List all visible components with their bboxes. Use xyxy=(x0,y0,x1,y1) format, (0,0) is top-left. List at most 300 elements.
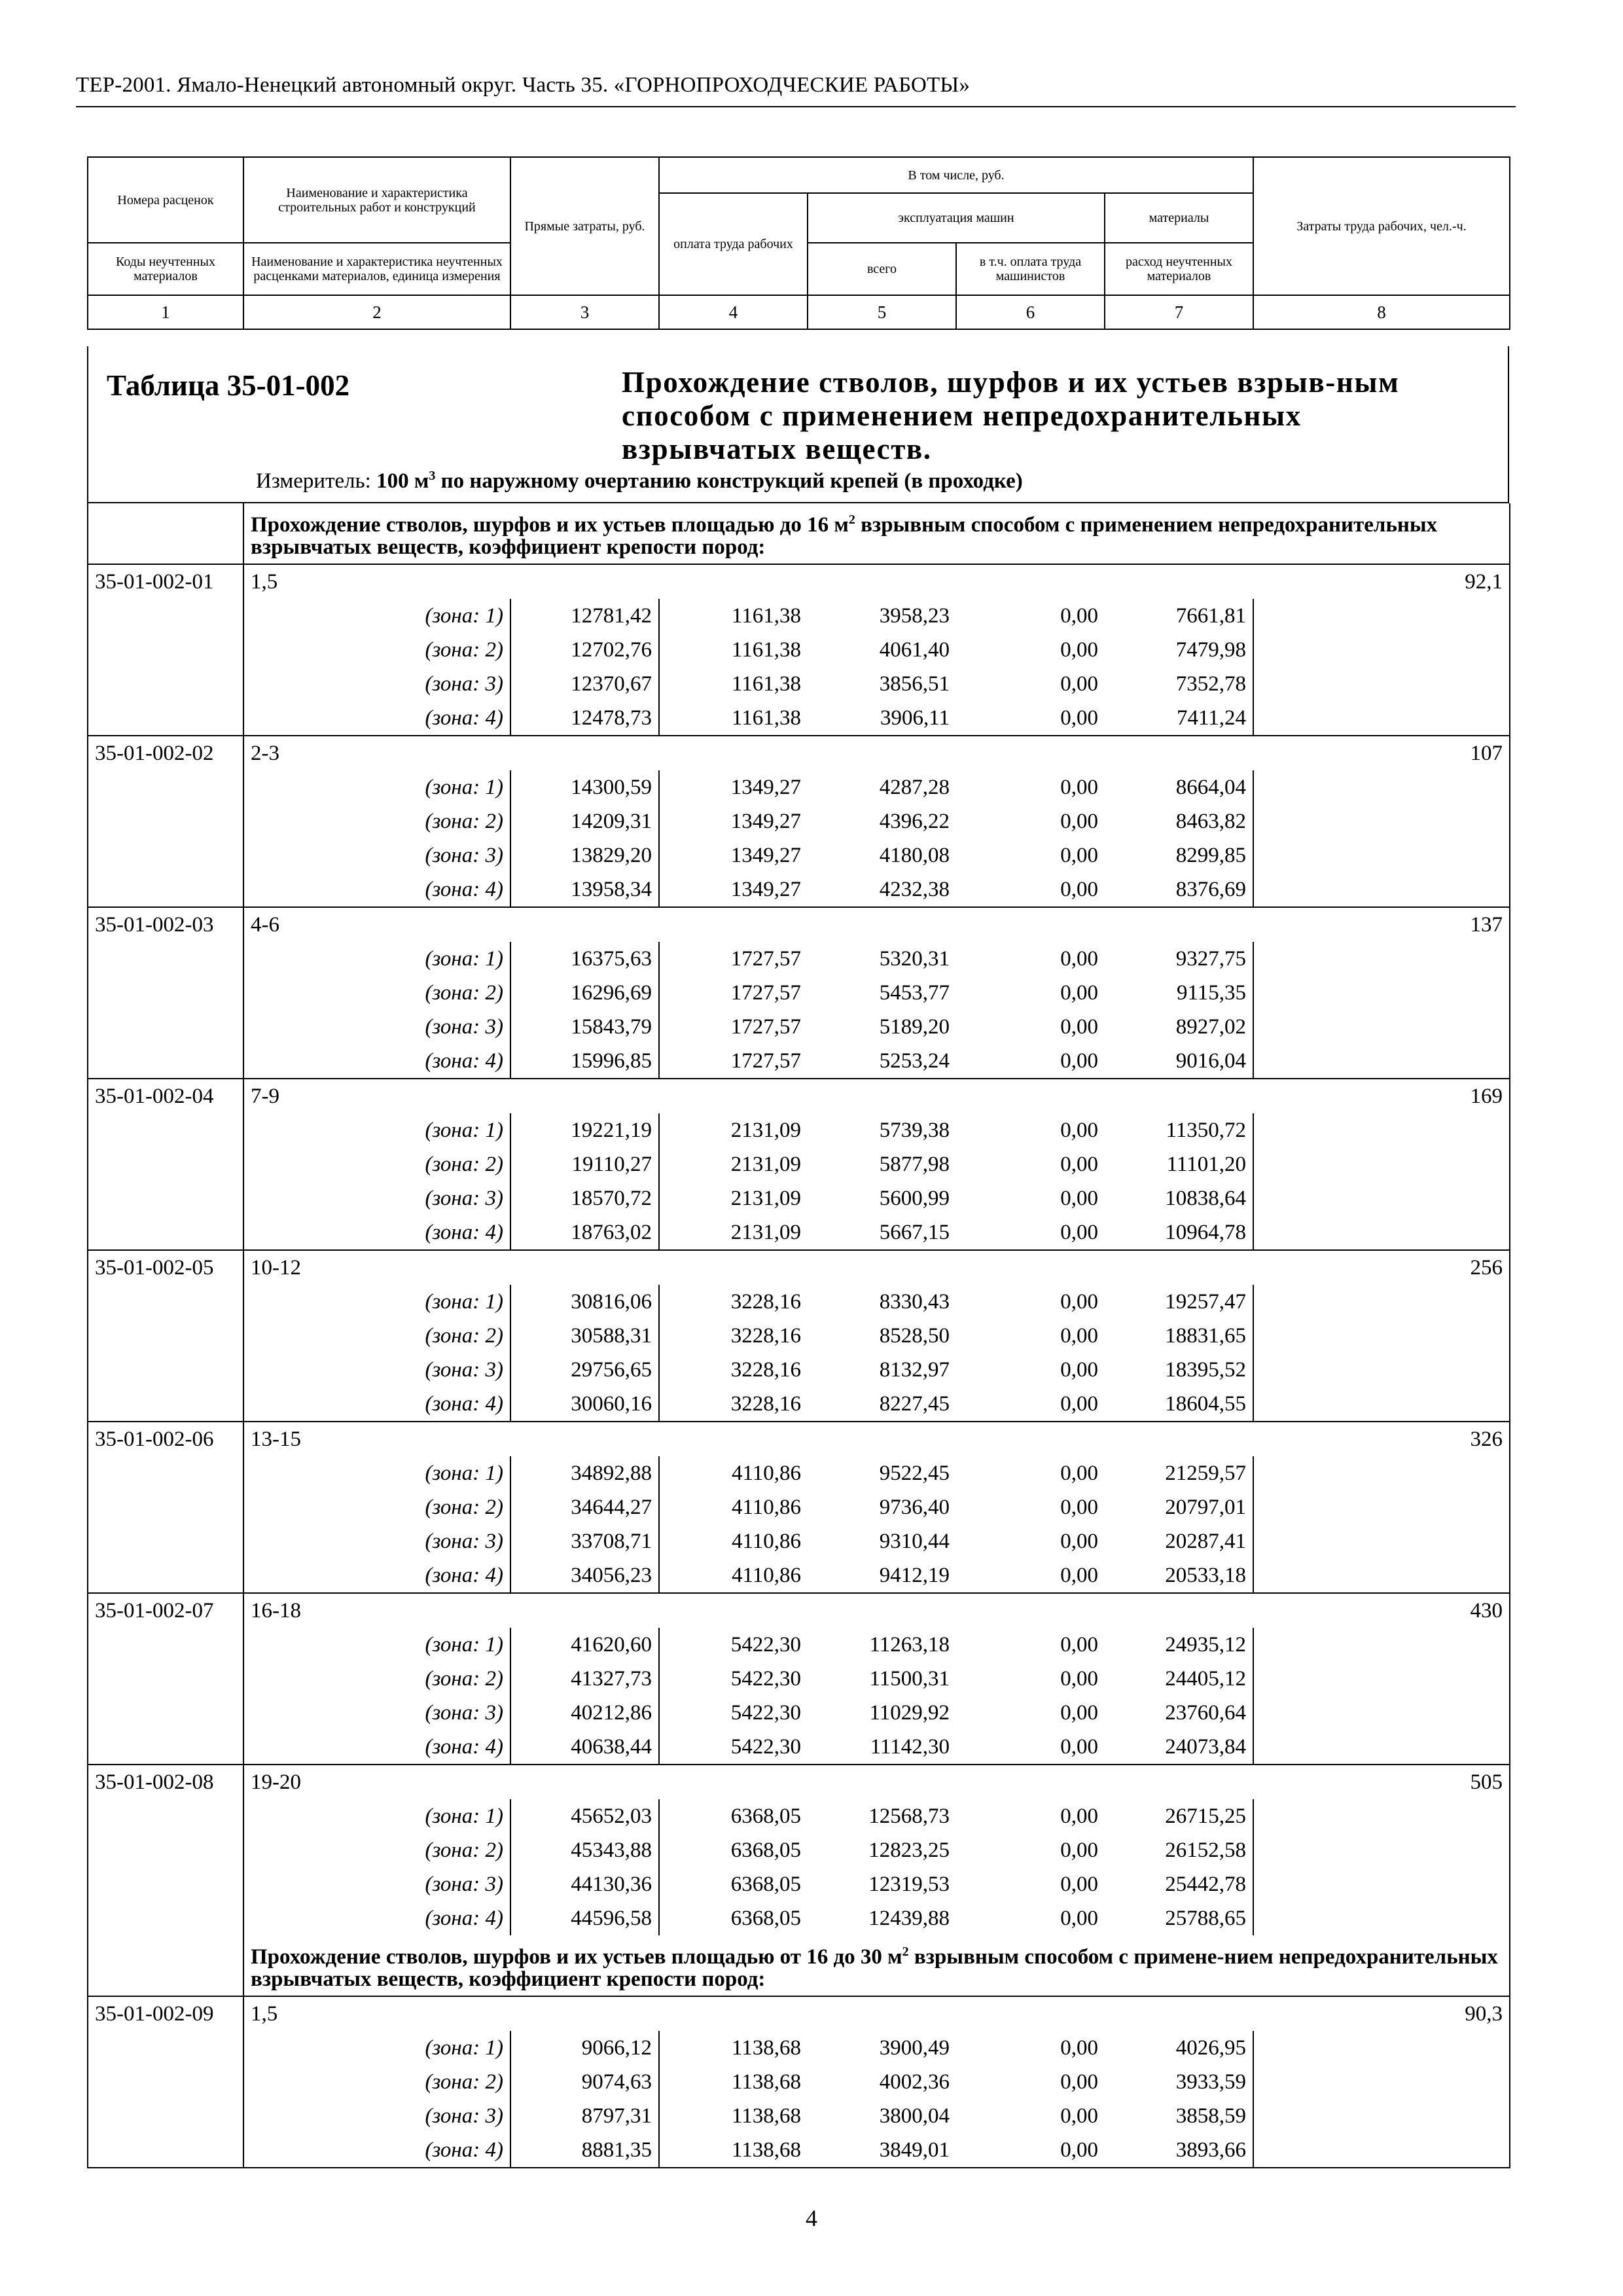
table-title: Прохождение стволов, шурфов и их устьев взрыв-ным способом с применением непредохранительных взрывчатых веществ. xyxy=(622,366,1400,465)
zone-label: (зона: 2) xyxy=(243,1490,510,1524)
zone-row xyxy=(88,2031,1510,2065)
direct-cost: 40638,44 xyxy=(510,1730,659,1765)
materials-cost: 10964,78 xyxy=(1105,1215,1253,1250)
empty-cell xyxy=(1253,1215,1510,1250)
section-spacer xyxy=(88,1935,243,1996)
operator-pay: 0,00 xyxy=(1060,604,1098,628)
empty-cell xyxy=(88,872,243,907)
zone-row xyxy=(88,1044,1510,1079)
machine-cost: 12823,25 xyxy=(868,1839,950,1862)
zone-row xyxy=(88,1833,1510,1867)
direct-cost: 44596,58 xyxy=(510,1901,659,1935)
zone-label: (зона: 4) xyxy=(243,1387,510,1422)
materials-cost: 19257,47 xyxy=(1105,1285,1253,1319)
zone-label: (зона: 2) xyxy=(243,1319,510,1353)
direct-cost: 14209,31 xyxy=(510,804,659,838)
empty-cell xyxy=(88,1558,243,1593)
direct-cost: 33708,71 xyxy=(510,1524,659,1558)
machine-cost: 3800,04 xyxy=(879,2104,950,2128)
worker-pay: 5422,30 xyxy=(730,1633,801,1657)
empty-cell xyxy=(1253,633,1510,667)
zone-row xyxy=(88,1730,1510,1765)
zone-label: (зона: 1) xyxy=(243,942,510,976)
worker-pay: 1727,57 xyxy=(730,947,801,971)
machine-cost: 8227,45 xyxy=(879,1392,950,1416)
worker-pay: 3228,16 xyxy=(730,1290,801,1314)
materials-cost: 23760,64 xyxy=(1105,1696,1253,1730)
hdr-col6: в т.ч. оплата труда машинистов xyxy=(956,243,1105,295)
materials-cost: 11350,72 xyxy=(1105,1113,1253,1147)
materials-cost: 20533,18 xyxy=(1105,1558,1253,1593)
machine-cost: 11500,31 xyxy=(869,1667,950,1691)
direct-cost: 12702,76 xyxy=(510,633,659,667)
materials-cost: 18395,52 xyxy=(1105,1353,1253,1387)
materials-cost: 8927,02 xyxy=(1105,1010,1253,1044)
zone-label: (зона: 3) xyxy=(243,838,510,872)
zone-label: (зона: 3) xyxy=(243,1010,510,1044)
empty-cell xyxy=(1253,2133,1510,2168)
rate-code: 35-01-002-02 xyxy=(88,736,243,770)
zone-row xyxy=(88,1490,1510,1524)
machine-cost: 12319,53 xyxy=(868,1873,950,1896)
empty-cell xyxy=(1253,1524,1510,1558)
worker-pay: 1161,38 xyxy=(731,672,801,696)
empty-cell xyxy=(88,2031,243,2065)
operator-pay: 0,00 xyxy=(1060,1667,1098,1691)
operator-pay: 0,00 xyxy=(1060,1119,1098,1142)
direct-cost: 45652,03 xyxy=(510,1799,659,1833)
measure-label: Измеритель: xyxy=(256,469,371,493)
section-title xyxy=(243,503,1510,564)
operator-pay: 0,00 xyxy=(1060,2104,1098,2128)
zone-label: (зона: 4) xyxy=(243,1730,510,1765)
empty-cell xyxy=(88,1113,243,1147)
section-title-sup: 2 xyxy=(902,1945,909,1959)
zone-row xyxy=(88,872,1510,907)
machine-cost: 4002,36 xyxy=(879,2070,950,2094)
zone-label: (зона: 4) xyxy=(243,872,510,907)
section-title-part: взрывным способом с примене-нием непредохранительных взрывчатых веществ, коэффициент крепости пород: xyxy=(251,1945,1498,1991)
empty-cell xyxy=(1253,2031,1510,2065)
col-number: 3 xyxy=(510,295,659,329)
empty-cell xyxy=(1253,2099,1510,2133)
hdr-col1-top: Номера расценок xyxy=(88,157,243,243)
zone-label: (зона: 4) xyxy=(243,1044,510,1079)
materials-cost: 9115,35 xyxy=(1105,976,1253,1010)
zone-row xyxy=(88,1799,1510,1833)
materials-cost: 7411,24 xyxy=(1105,701,1253,736)
operator-pay: 0,00 xyxy=(1060,844,1098,867)
worker-pay: 6368,05 xyxy=(730,1907,801,1930)
page-number: 4 xyxy=(806,2205,817,2231)
empty-cell xyxy=(1253,1662,1510,1696)
col-number: 4 xyxy=(659,295,808,329)
operator-pay: 0,00 xyxy=(1060,947,1098,971)
direct-cost: 41620,60 xyxy=(510,1628,659,1662)
zone-row xyxy=(88,976,1510,1010)
zone-label: (зона: 4) xyxy=(243,1558,510,1593)
labor-cost: 92,1 xyxy=(1253,564,1510,599)
rate-name: 2-3 xyxy=(243,736,1253,770)
zone-label: (зона: 4) xyxy=(243,701,510,736)
machine-cost: 11142,30 xyxy=(870,1735,950,1759)
empty-cell xyxy=(88,1833,243,1867)
measure-sup: 3 xyxy=(429,469,436,483)
labor-cost: 90,3 xyxy=(1253,1996,1510,2031)
empty-cell xyxy=(1253,1147,1510,1181)
zone-label: (зона: 3) xyxy=(243,1353,510,1387)
operator-pay: 0,00 xyxy=(1060,2036,1098,2060)
operator-pay: 0,00 xyxy=(1060,1530,1098,1553)
worker-pay: 3228,16 xyxy=(730,1392,801,1416)
zone-row xyxy=(88,1285,1510,1319)
materials-cost: 26152,58 xyxy=(1105,1833,1253,1867)
empty-cell xyxy=(1253,1799,1510,1833)
machine-cost: 4396,22 xyxy=(879,810,950,833)
rate-row xyxy=(88,736,1510,770)
operator-pay: 0,00 xyxy=(1060,1701,1098,1725)
machine-cost: 9310,44 xyxy=(879,1530,950,1553)
rate-row xyxy=(88,907,1510,942)
rates-table xyxy=(87,503,1510,2168)
zone-row xyxy=(88,701,1510,736)
zone-row xyxy=(88,667,1510,701)
zone-row xyxy=(88,2133,1510,2168)
worker-pay: 5422,30 xyxy=(730,1701,801,1725)
empty-cell xyxy=(88,1387,243,1422)
col-number: 6 xyxy=(956,295,1105,329)
hdr-col8: Затраты труда рабочих, чел.-ч. xyxy=(1253,157,1510,295)
zone-label: (зона: 2) xyxy=(243,1662,510,1696)
direct-cost: 13958,34 xyxy=(510,872,659,907)
rate-code: 35-01-002-03 xyxy=(88,907,243,942)
section-title-part: Прохождение стволов, шурфов и их устьев площадью от 16 до 30 м xyxy=(251,1945,902,1969)
rate-name: 16-18 xyxy=(243,1593,1253,1628)
zone-row xyxy=(88,1558,1510,1593)
worker-pay: 2131,09 xyxy=(730,1153,801,1176)
empty-cell xyxy=(1253,1387,1510,1422)
empty-cell xyxy=(1253,838,1510,872)
table-heading-block xyxy=(87,346,1509,503)
zone-row xyxy=(88,633,1510,667)
zone-label: (зона: 3) xyxy=(243,2099,510,2133)
col-number: 7 xyxy=(1105,295,1253,329)
empty-cell xyxy=(88,1456,243,1490)
materials-cost: 9016,04 xyxy=(1105,1044,1253,1079)
worker-pay: 1727,57 xyxy=(730,1049,801,1073)
materials-cost: 25788,65 xyxy=(1105,1901,1253,1935)
direct-cost: 30588,31 xyxy=(510,1319,659,1353)
worker-pay: 2131,09 xyxy=(730,1221,801,1244)
operator-pay: 0,00 xyxy=(1060,1873,1098,1896)
operator-pay: 0,00 xyxy=(956,2133,1105,2168)
operator-pay: 0,00 xyxy=(1060,2070,1098,2094)
machine-cost: 5600,99 xyxy=(879,1187,950,1210)
hdr-col3: Прямые затраты, руб. xyxy=(510,157,659,295)
hdr-col1-bottom: Коды неучтенных материалов xyxy=(88,243,243,295)
operator-pay: 0,00 xyxy=(1060,1358,1098,1382)
operator-pay: 0,00 xyxy=(1060,1564,1098,1587)
empty-cell xyxy=(88,838,243,872)
operator-pay: 0,00 xyxy=(1060,1735,1098,1759)
zone-row xyxy=(88,1353,1510,1387)
direct-cost: 34892,88 xyxy=(510,1456,659,1490)
zone-label: (зона: 3) xyxy=(243,667,510,701)
empty-cell xyxy=(88,1628,243,1662)
worker-pay: 1349,27 xyxy=(730,810,801,833)
zone-label: (зона: 2) xyxy=(243,804,510,838)
rate-row xyxy=(88,1996,1510,2031)
zone-label: (зона: 1) xyxy=(243,770,510,804)
empty-cell xyxy=(88,770,243,804)
operator-pay: 0,00 xyxy=(1060,1221,1098,1244)
rate-name: 13-15 xyxy=(243,1422,1253,1456)
zone-label: (зона: 1) xyxy=(243,2031,510,2065)
running-header: ТЕР-2001. Ямало-Ненецкий автономный округ. Часть 35. «ГОРНОПРОХОДЧЕСКИЕ РАБОТЫ» xyxy=(76,73,971,97)
zone-label: (зона: 4) xyxy=(243,2133,510,2168)
empty-cell xyxy=(1253,1490,1510,1524)
measure-line xyxy=(256,469,1023,493)
machine-cost: 5189,20 xyxy=(879,1015,950,1039)
worker-pay: 1138,68 xyxy=(731,2104,801,2128)
empty-cell xyxy=(88,1662,243,1696)
empty-cell xyxy=(88,976,243,1010)
empty-cell xyxy=(1253,1558,1510,1593)
worker-pay: 2131,09 xyxy=(730,1119,801,1142)
machine-cost: 5253,24 xyxy=(879,1049,950,1073)
materials-cost: 20797,01 xyxy=(1105,1490,1253,1524)
direct-cost: 18763,02 xyxy=(510,1215,659,1250)
zone-row xyxy=(88,804,1510,838)
direct-cost: 8881,35 xyxy=(510,2133,659,2168)
hdr-col2-bottom: Наименование и характеристика неучтенных расценками материалов, единица измерения xyxy=(243,243,510,295)
empty-cell xyxy=(88,2065,243,2099)
zone-row xyxy=(88,1662,1510,1696)
empty-cell xyxy=(1253,770,1510,804)
operator-pay: 0,00 xyxy=(1060,1049,1098,1073)
direct-cost: 8797,31 xyxy=(510,2099,659,2133)
empty-cell xyxy=(1253,872,1510,907)
hdr-col7: расход неучтенных материалов xyxy=(1105,243,1253,295)
zone-row xyxy=(88,599,1510,633)
machine-cost: 5739,38 xyxy=(879,1119,950,1142)
direct-cost: 34644,27 xyxy=(510,1490,659,1524)
materials-cost: 3933,59 xyxy=(1105,2065,1253,2099)
materials-cost: 18831,65 xyxy=(1105,1319,1253,1353)
direct-cost: 15996,85 xyxy=(510,1044,659,1079)
worker-pay: 1349,27 xyxy=(730,844,801,867)
operator-pay: 0,00 xyxy=(1060,1290,1098,1314)
operator-pay: 0,00 xyxy=(1060,981,1098,1005)
worker-pay: 1161,38 xyxy=(731,638,801,662)
zone-label: (зона: 2) xyxy=(243,1833,510,1867)
empty-cell xyxy=(88,1524,243,1558)
zone-label: (зона: 1) xyxy=(243,1799,510,1833)
zone-row xyxy=(88,1147,1510,1181)
machine-cost: 5453,77 xyxy=(879,981,950,1005)
operator-pay: 0,00 xyxy=(1060,1324,1098,1348)
rate-row xyxy=(88,1593,1510,1628)
empty-cell xyxy=(1253,1833,1510,1867)
zone-row xyxy=(88,1181,1510,1215)
worker-pay: 2131,09 xyxy=(730,1187,801,1210)
machine-cost: 5877,98 xyxy=(879,1153,950,1176)
empty-cell xyxy=(1253,1181,1510,1215)
labor-cost: 430 xyxy=(1253,1593,1510,1628)
zone-label: (зона: 3) xyxy=(243,1867,510,1901)
direct-cost: 40212,86 xyxy=(510,1696,659,1730)
direct-cost: 16296,69 xyxy=(510,976,659,1010)
worker-pay: 6368,05 xyxy=(730,1804,801,1828)
rate-name: 1,5 xyxy=(243,1996,1253,2031)
rate-code: 35-01-002-05 xyxy=(88,1250,243,1285)
zone-row xyxy=(88,2065,1510,2099)
machine-cost: 5320,31 xyxy=(879,947,950,971)
labor-cost: 107 xyxy=(1253,736,1510,770)
empty-cell xyxy=(1253,1628,1510,1662)
empty-cell xyxy=(1253,701,1510,736)
empty-cell xyxy=(88,1353,243,1387)
machine-cost: 8132,97 xyxy=(879,1358,950,1382)
direct-cost: 19221,19 xyxy=(510,1113,659,1147)
worker-pay: 1138,68 xyxy=(731,2070,801,2094)
operator-pay: 0,00 xyxy=(1060,1015,1098,1039)
direct-cost: 29756,65 xyxy=(510,1353,659,1387)
materials-cost: 10838,64 xyxy=(1105,1181,1253,1215)
materials-cost: 8664,04 xyxy=(1105,770,1253,804)
worker-pay: 4110,86 xyxy=(731,1530,801,1553)
zone-label: (зона: 2) xyxy=(243,633,510,667)
empty-cell xyxy=(88,2099,243,2133)
machine-cost: 12439,88 xyxy=(868,1907,950,1930)
zone-label: (зона: 1) xyxy=(243,1456,510,1490)
machine-cost: 3856,51 xyxy=(879,672,950,696)
empty-cell xyxy=(88,1901,243,1935)
operator-pay: 0,00 xyxy=(1060,1462,1098,1485)
measure-value: 100 м xyxy=(376,469,429,493)
empty-cell xyxy=(1253,1044,1510,1079)
machine-cost: 3849,01 xyxy=(808,2133,956,2168)
empty-cell xyxy=(1253,1901,1510,1935)
materials-cost: 8376,69 xyxy=(1105,872,1253,907)
worker-pay: 1161,38 xyxy=(731,706,801,730)
zone-row xyxy=(88,1387,1510,1422)
zone-row xyxy=(88,1524,1510,1558)
direct-cost: 15843,79 xyxy=(510,1010,659,1044)
worker-pay: 1138,68 xyxy=(659,2133,808,2168)
rate-row xyxy=(88,1250,1510,1285)
worker-pay: 5422,30 xyxy=(730,1735,801,1759)
materials-cost: 11101,20 xyxy=(1105,1147,1253,1181)
empty-cell xyxy=(1253,1113,1510,1147)
hdr-incl: В том числе, руб. xyxy=(659,157,1253,193)
rate-name: 10-12 xyxy=(243,1250,1253,1285)
materials-cost: 18604,55 xyxy=(1105,1387,1253,1422)
materials-cost: 7479,98 xyxy=(1105,633,1253,667)
zone-row xyxy=(88,838,1510,872)
machine-cost: 12568,73 xyxy=(868,1804,950,1828)
empty-cell xyxy=(88,1696,243,1730)
machine-cost: 4287,28 xyxy=(879,776,950,799)
zone-row xyxy=(88,1113,1510,1147)
operator-pay: 0,00 xyxy=(1060,1187,1098,1210)
zone-row xyxy=(88,1867,1510,1901)
table-number: Таблица 35-01-002 xyxy=(107,369,350,402)
direct-cost: 13829,20 xyxy=(510,838,659,872)
zone-label: (зона: 1) xyxy=(243,1113,510,1147)
zone-label: (зона: 2) xyxy=(243,1147,510,1181)
zone-row xyxy=(88,942,1510,976)
measure-rest: по наружному очертанию конструкций крепей (в проходке) xyxy=(440,469,1023,493)
direct-cost: 30060,16 xyxy=(510,1387,659,1422)
zone-label: (зона: 1) xyxy=(243,599,510,633)
direct-cost: 30816,06 xyxy=(510,1285,659,1319)
zone-row xyxy=(88,770,1510,804)
rate-row xyxy=(88,564,1510,599)
labor-cost: 505 xyxy=(1253,1765,1510,1799)
empty-cell xyxy=(88,1490,243,1524)
machine-cost: 11029,92 xyxy=(869,1701,950,1725)
empty-cell xyxy=(88,1730,243,1765)
empty-cell xyxy=(1253,2065,1510,2099)
empty-cell xyxy=(1253,1353,1510,1387)
materials-cost: 24073,84 xyxy=(1105,1730,1253,1765)
direct-cost: 12370,67 xyxy=(510,667,659,701)
zone-label: (зона: 2) xyxy=(243,976,510,1010)
hdr-col4: оплата труда рабочих xyxy=(659,193,808,295)
rate-code: 35-01-002-08 xyxy=(88,1765,243,1799)
empty-cell xyxy=(1253,1319,1510,1353)
empty-cell xyxy=(88,2133,243,2168)
materials-cost: 3858,59 xyxy=(1105,2099,1253,2133)
section-row xyxy=(88,1935,1510,1996)
zone-label: (зона: 4) xyxy=(243,1215,510,1250)
materials-cost: 7661,81 xyxy=(1105,599,1253,633)
empty-cell xyxy=(88,701,243,736)
machine-cost: 4061,40 xyxy=(879,638,950,662)
worker-pay: 1727,57 xyxy=(730,1015,801,1039)
direct-cost: 9066,12 xyxy=(510,2031,659,2065)
materials-cost: 7352,78 xyxy=(1105,667,1253,701)
empty-cell xyxy=(88,1215,243,1250)
direct-cost: 16375,63 xyxy=(510,942,659,976)
empty-cell xyxy=(88,1319,243,1353)
materials-cost: 25442,78 xyxy=(1105,1867,1253,1901)
rate-name: 19-20 xyxy=(243,1765,1253,1799)
section-title-part: Прохождение стволов, шурфов и их устьев площадью до 16 м xyxy=(251,513,849,537)
machine-cost: 4232,38 xyxy=(879,878,950,901)
worker-pay: 1349,27 xyxy=(730,776,801,799)
machine-cost: 9412,19 xyxy=(879,1564,950,1587)
operator-pay: 0,00 xyxy=(1060,810,1098,833)
rate-row xyxy=(88,1079,1510,1113)
empty-cell xyxy=(88,1044,243,1079)
empty-cell xyxy=(88,1010,243,1044)
empty-cell xyxy=(88,633,243,667)
empty-cell xyxy=(1253,1456,1510,1490)
rate-code: 35-01-002-09 xyxy=(88,1996,243,2031)
worker-pay: 1138,68 xyxy=(731,2036,801,2060)
machine-cost: 11263,18 xyxy=(869,1633,950,1657)
zone-label: (зона: 2) xyxy=(243,2065,510,2099)
zone-row xyxy=(88,1456,1510,1490)
labor-cost: 326 xyxy=(1253,1422,1510,1456)
zone-label: (зона: 3) xyxy=(243,1181,510,1215)
operator-pay: 0,00 xyxy=(1060,672,1098,696)
section-title xyxy=(243,1935,1510,1996)
operator-pay: 0,00 xyxy=(1060,1907,1098,1930)
zone-row xyxy=(88,1215,1510,1250)
